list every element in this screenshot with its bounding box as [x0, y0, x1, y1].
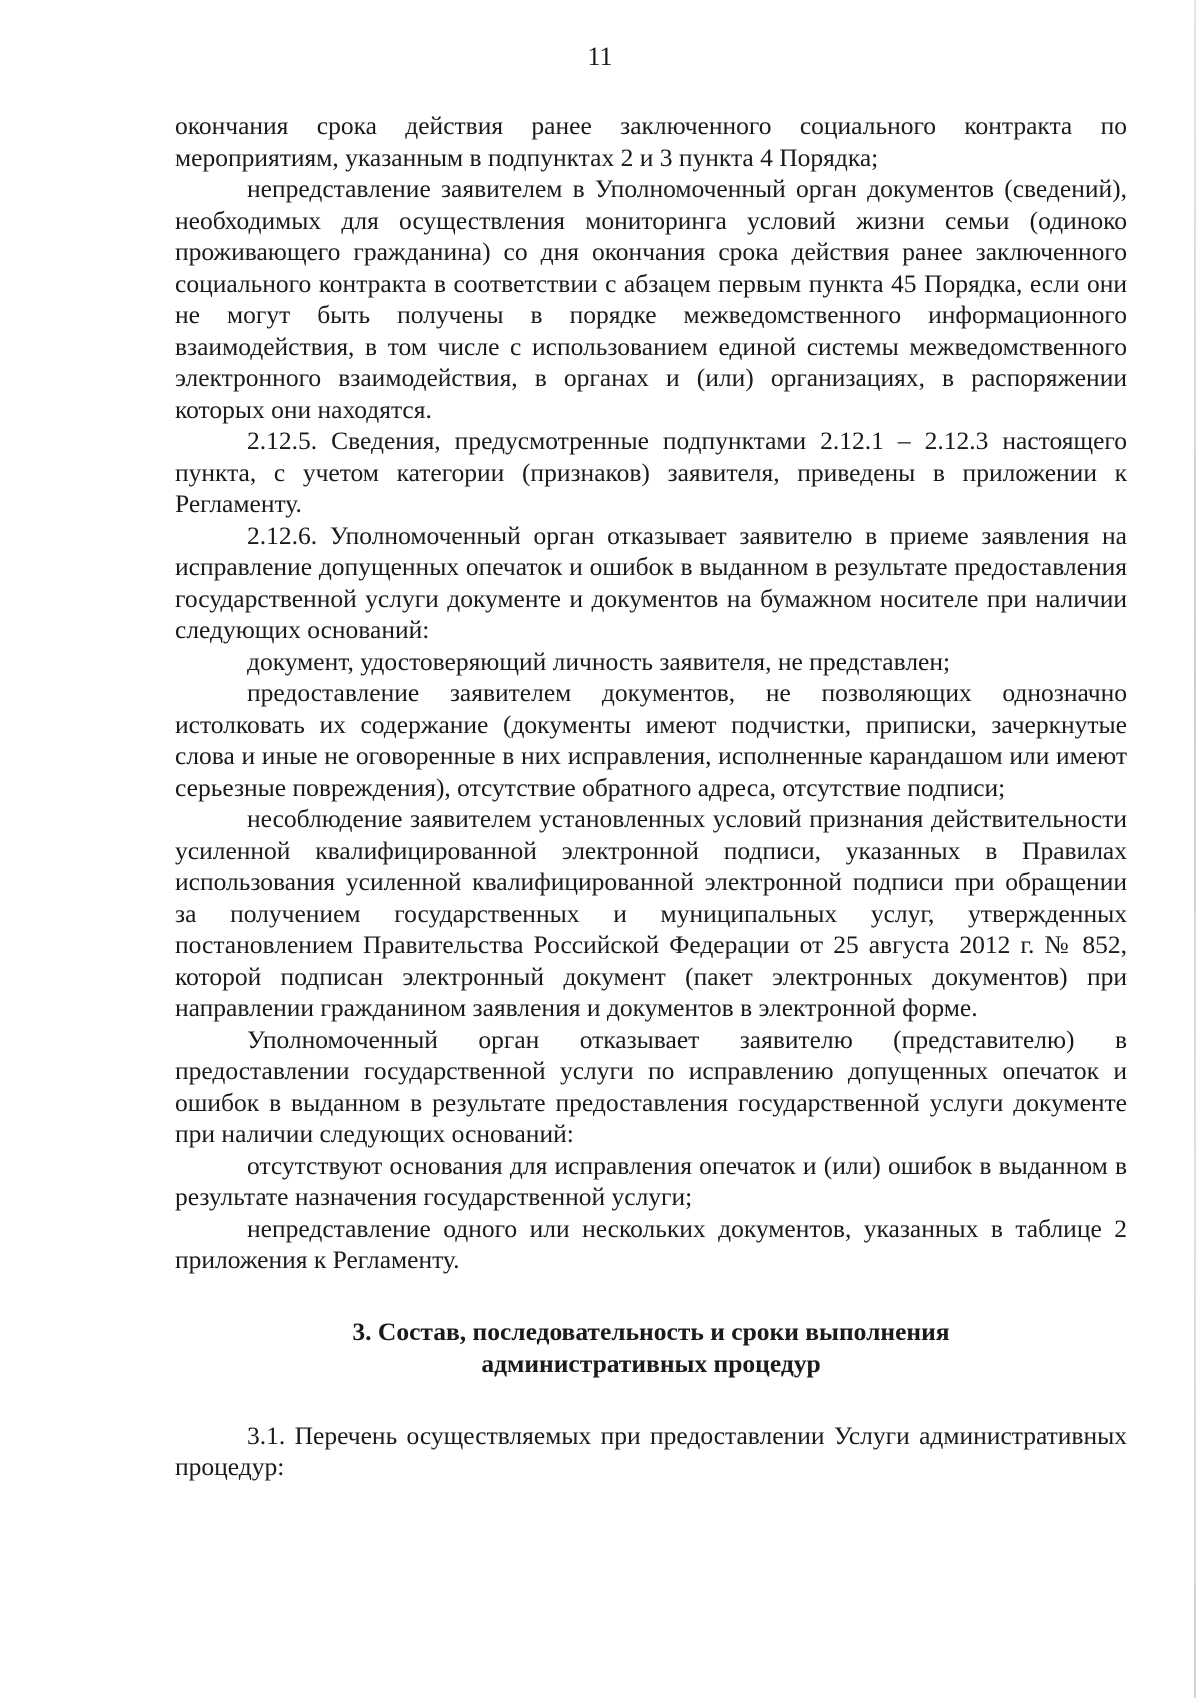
- section-heading-line: административных процедур: [481, 1348, 821, 1378]
- paragraph: документ, удостоверяющий личность заявителя, не представлен;: [247, 646, 951, 676]
- paragraph: окончания срока действия ранее заключенного социального контракта по мероприятиям, указанным в подпунктах 2 и 3 пункта 4 Порядка;: [175, 111, 1127, 172]
- scan-edge: [1194, 0, 1196, 1698]
- paragraph: предоставление заявителем документов, не позволяющих однозначно истолковать их содержание (документы имеют подчистки, приписки, зачеркнутые слова и иные не оговоренные в них исправления, исполненные карандашом или имеют серьезные повреждения), отсутствие обратного адреса, отсутствие подписи;: [175, 678, 1127, 802]
- paragraph: несоблюдение заявителем установленных условий признания действительности усиленной квалифицированной электронной подписи, указанных в Правилах использования усиленной квалифицированной электронной подписи при обращении за получением государственных и муниципальных услуг, утвержденных постановлением Правительства Российской Федерации от 25 августа 2012 г. № 852, которой подписан электронный документ (пакет электронных документов) при направлении гражданином заявления и документов в электронной форме.: [175, 804, 1127, 1022]
- paragraph: 3.1. Перечень осуществляемых при предоставлении Услуги административных процедур:: [175, 1420, 1127, 1481]
- paragraph: 2.12.6. Уполномоченный орган отказывает заявителю в приеме заявления на исправление допущенных опечаток и ошибок в выданном в результате предоставления государственной услуги документе и документов на бумажном носителе при наличии следующих оснований:: [175, 520, 1127, 644]
- page-number: 11: [587, 42, 613, 71]
- paragraph: непредставление одного или нескольких документов, указанных в таблице 2 приложения к Регламенту.: [175, 1213, 1127, 1274]
- section-heading-line: 3. Состав, последовательность и сроки выполнения: [352, 1316, 950, 1346]
- paragraph: непредставление заявителем в Уполномоченный орган документов (сведений), необходимых для осуществления мониторинга условий жизни семьи (одиноко проживающего гражданина) со дня окончания срока действия ранее заключенного социального контракта в соответствии с абзацем первым пункта 45 Порядка, если они не могут быть получены в порядке межведомственного информационного взаимодействия, в том числе с использованием единой системы межведомственного электронного взаимодействия, в органах и (или) организациях, в распоряжении которых они находятся.: [175, 174, 1127, 424]
- section-heading: [175, 1316, 1127, 1380]
- paragraph: 2.12.5. Сведения, предусмотренные подпунктами 2.12.1 – 2.12.3 настоящего пункта, с учетом категории (признаков) заявителя, приведены в приложении к Регламенту.: [175, 426, 1127, 518]
- paragraph: Уполномоченный орган отказывает заявителю (представителю) в предоставлении государственной услуги по исправлению допущенных опечаток и ошибок в выданном в результате предоставления государственной услуги документе при наличии следующих оснований:: [175, 1024, 1127, 1148]
- document-body: [175, 110, 1127, 1483]
- paragraph: отсутствуют основания для исправления опечаток и (или) ошибок в выданном в результате назначения государственной услуги;: [175, 1150, 1127, 1211]
